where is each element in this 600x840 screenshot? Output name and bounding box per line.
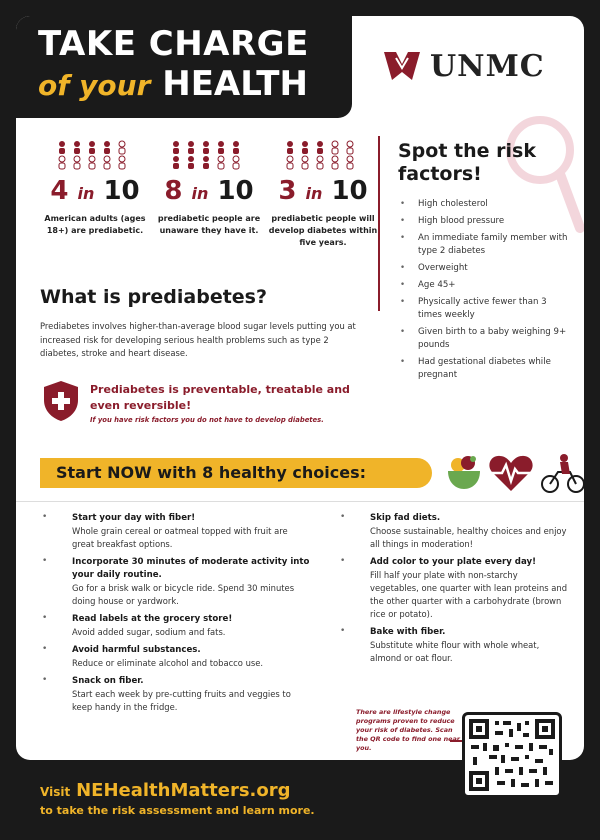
people-icon-group bbox=[40, 140, 150, 170]
shield-plus-icon bbox=[42, 380, 80, 422]
risk-list bbox=[400, 198, 570, 386]
people-icon bbox=[285, 140, 361, 170]
list-item: • An immediate family member with type 2 diabetes bbox=[400, 232, 570, 258]
callout-subtext: If you have risk factors you do not have to develop diabetes. bbox=[90, 416, 324, 424]
prediabetes-title: What is prediabetes? bbox=[40, 286, 268, 308]
list-item: • Snack on fiber. Start each week by pre-cutting fruits and veggies to keep handy in the fridge. bbox=[40, 675, 310, 714]
list-item: • Had gestational diabetes while pregnant bbox=[400, 356, 570, 382]
fruit-bowl-icon bbox=[446, 453, 482, 493]
list-item: • Incorporate 30 minutes of moderate activity into your daily routine. Go for a brisk walk or bicycle ride. Spend 30 minutes doing house or yardwork. bbox=[40, 556, 310, 608]
header-banner bbox=[16, 16, 352, 118]
footer-visit-label: Visit bbox=[40, 785, 71, 799]
footer-visit bbox=[40, 780, 291, 801]
list-item: • Overweight bbox=[400, 262, 570, 275]
stat-description: American adults (ages 18+) are prediabetic. bbox=[44, 214, 146, 235]
list-item: • High blood pressure bbox=[400, 215, 570, 228]
healthy-icons bbox=[446, 452, 584, 494]
qr-code-icon bbox=[469, 719, 555, 791]
risk-title: Spot the risk factors! bbox=[398, 140, 536, 185]
unmc-mark-icon bbox=[382, 46, 422, 86]
cyclist-icon bbox=[540, 452, 584, 494]
list-item: • Add color to your plate every day! Fill half your plate with non-starchy vegetables, one quarter with lean proteins and the other quarter with a carbohydrate (brown rice or potato). bbox=[338, 556, 568, 621]
list-item: • Bake with fiber. Substitute white flour with whole wheat, almond or oat flour. bbox=[338, 626, 568, 665]
footer-url-link[interactable]: NEHealthMatters.org bbox=[76, 780, 291, 801]
stat-number: 4 in 10 bbox=[50, 176, 140, 206]
list-item: • Avoid harmful substances. Reduce or eliminate alcohol and tobacco use. bbox=[40, 644, 310, 670]
stat-2 bbox=[154, 140, 264, 237]
people-icon bbox=[171, 140, 247, 170]
stat-3 bbox=[268, 140, 378, 249]
people-icon-group bbox=[268, 140, 378, 170]
divider bbox=[16, 501, 584, 502]
stat-number: 3 in 10 bbox=[278, 176, 368, 206]
logo-text: UNMC bbox=[430, 48, 545, 84]
stat-description: prediabetic people are unaware they have it. bbox=[157, 214, 261, 235]
callout-text: Prediabetes is preventable, treatable and even reversible! bbox=[90, 383, 350, 412]
title-of-your: of your bbox=[38, 69, 151, 102]
start-title: Start NOW with 8 healthy choices: bbox=[56, 463, 367, 482]
title-health: HEALTH bbox=[162, 64, 308, 104]
heart-icon bbox=[488, 453, 534, 493]
title-line2 bbox=[38, 64, 308, 106]
flyer-card bbox=[16, 16, 584, 760]
list-item: • High cholesterol bbox=[400, 198, 570, 211]
list-item: • Given birth to a baby weighing 9+ pounds bbox=[400, 326, 570, 352]
divider bbox=[378, 136, 380, 311]
list-item: • Read labels at the grocery store! Avoid added sugar, sodium and fats. bbox=[40, 613, 310, 639]
qr-code[interactable] bbox=[462, 712, 562, 798]
stat-number: 8 in 10 bbox=[164, 176, 254, 206]
choices-left bbox=[40, 512, 310, 719]
prediabetes-text: Prediabetes involves higher-than-average blood sugar levels putting you at increased risk for developing serious health problems such as type 2 diabetes, stroke and heart disease. bbox=[40, 321, 356, 358]
stat-description: prediabetic people will develop diabetes within five years. bbox=[268, 214, 378, 247]
people-icon bbox=[57, 140, 133, 170]
lifestyle-note: There are lifestyle change programs proven to reduce your risk of diabetes. Scan the QR code to find one near you. bbox=[356, 708, 460, 752]
choices-right bbox=[338, 512, 568, 670]
stat-1 bbox=[40, 140, 150, 237]
list-item: • Start your day with fiber! Whole grain cereal or oatmeal topped with fruit are great breakfast options. bbox=[40, 512, 310, 551]
unmc-logo bbox=[382, 46, 545, 86]
title-line1: TAKE CHARGE bbox=[38, 24, 309, 64]
list-item: • Skip fad diets. Choose sustainable, healthy choices and enjoy all things in moderation! bbox=[338, 512, 568, 551]
footer-tagline: to take the risk assessment and learn more. bbox=[40, 804, 315, 817]
list-item: • Physically active fewer than 3 times weekly bbox=[400, 296, 570, 322]
list-item: • Age 45+ bbox=[400, 279, 570, 292]
people-icon-group bbox=[154, 140, 264, 170]
